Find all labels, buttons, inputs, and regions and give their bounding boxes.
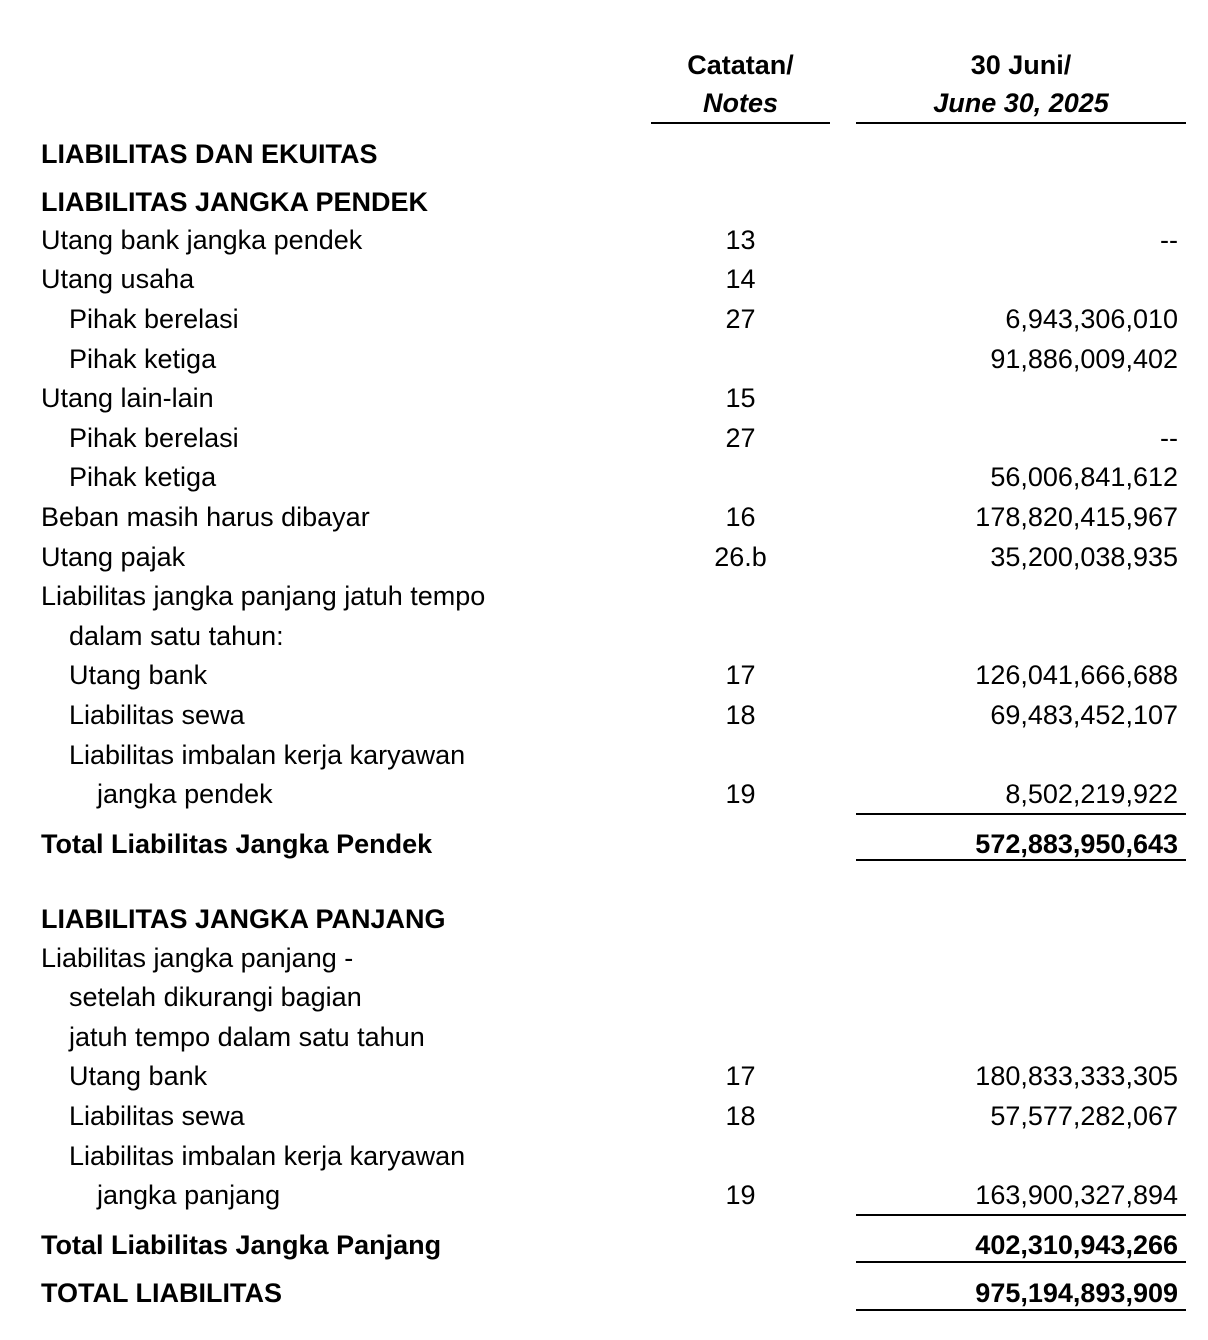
row-label: Pihak berelasi — [69, 423, 239, 453]
statement-row — [0, 418, 1208, 458]
statement-row — [0, 655, 1208, 695]
row-amount: 69,483,452,107 — [990, 700, 1178, 730]
statement-row — [0, 1136, 1208, 1176]
statement-row — [0, 497, 1208, 537]
subtotal-rule — [856, 1214, 1186, 1216]
statement-row — [0, 977, 1208, 1017]
section-heading-noncurrent-liabilities — [0, 899, 1208, 939]
row-label: Liabilitas imbalan kerja karyawan — [69, 1141, 466, 1171]
row-amount: 8,502,219,922 — [1005, 779, 1178, 809]
row-amount: 91,886,009,402 — [990, 344, 1178, 374]
row-amount: -- — [1160, 225, 1178, 255]
row-amount: 6,943,306,010 — [1005, 304, 1178, 334]
row-label: setelah dikurangi bagian — [69, 982, 362, 1012]
row-label: Utang bank jangka pendek — [41, 225, 363, 255]
date-header-en: June 30, 2025 — [933, 88, 1109, 118]
row-amount: 163,900,327,894 — [975, 1180, 1178, 1210]
notes-header-en: Notes — [702, 88, 778, 118]
row-label: Total Liabilitas Jangka Pendek — [41, 829, 433, 859]
total-liabilities-row — [0, 1273, 1208, 1313]
date-header-rule — [856, 122, 1186, 124]
statement-row — [0, 938, 1208, 978]
row-label: Beban masih harus dibayar — [41, 502, 370, 532]
statement-row — [0, 378, 1208, 418]
statement-row — [0, 695, 1208, 735]
statement-row — [0, 1175, 1208, 1215]
row-amount: 35,200,038,935 — [990, 542, 1178, 572]
statement-row — [0, 299, 1208, 339]
row-note: 19 — [725, 779, 756, 809]
statement-row — [0, 1017, 1208, 1057]
statement-row — [0, 220, 1208, 260]
statement-row — [0, 457, 1208, 497]
row-amount: 572,883,950,643 — [975, 829, 1178, 859]
notes-header-id: Catatan/ — [687, 50, 794, 80]
row-amount: 57,577,282,067 — [990, 1101, 1178, 1131]
row-note: 17 — [725, 1061, 756, 1091]
row-amount: -- — [1160, 423, 1178, 453]
notes-header-rule — [651, 122, 830, 124]
row-label: Utang usaha — [41, 264, 195, 294]
row-note: 17 — [725, 660, 756, 690]
row-label: Liabilitas jangka panjang - — [41, 943, 354, 973]
row-note: 18 — [725, 1101, 756, 1131]
row-note: 27 — [725, 304, 756, 334]
row-label: LIABILITAS JANGKA PANJANG — [41, 904, 446, 934]
total-rule — [856, 1261, 1186, 1263]
row-label: Liabilitas sewa — [69, 1101, 245, 1131]
row-amount: 975,194,893,909 — [975, 1278, 1178, 1308]
row-label: LIABILITAS JANGKA PENDEK — [41, 187, 429, 217]
section-heading-current-liabilities — [0, 182, 1208, 222]
row-label: Utang lain-lain — [41, 383, 214, 413]
row-note: 14 — [725, 264, 756, 294]
row-label: jangka pendek — [97, 779, 273, 809]
row-note: 27 — [725, 423, 756, 453]
row-label: Liabilitas sewa — [69, 700, 245, 730]
row-label: Utang bank — [69, 1061, 208, 1091]
subtotal-rule — [856, 813, 1186, 815]
row-label: LIABILITAS DAN EKUITAS — [41, 139, 378, 169]
row-amount: 56,006,841,612 — [990, 462, 1178, 492]
total-noncurrent-liabilities-row — [0, 1225, 1208, 1265]
row-label: Pihak berelasi — [69, 304, 239, 334]
row-label: Utang pajak — [41, 542, 186, 572]
row-amount: 402,310,943,266 — [975, 1230, 1178, 1260]
row-label: TOTAL LIABILITAS — [41, 1278, 282, 1308]
statement-row — [0, 576, 1208, 616]
row-note: 13 — [725, 225, 756, 255]
grand-total-rule — [856, 1309, 1186, 1311]
row-label: Pihak ketiga — [69, 462, 217, 492]
row-note: 16 — [725, 502, 756, 532]
date-header-id: 30 Juni/ — [970, 50, 1072, 80]
row-amount: 180,833,333,305 — [975, 1061, 1178, 1091]
row-label: jangka panjang — [97, 1180, 281, 1210]
row-amount: 178,820,415,967 — [975, 502, 1178, 532]
row-note: 26.b — [714, 542, 767, 572]
total-rule — [856, 859, 1186, 861]
row-label: Pihak ketiga — [69, 344, 217, 374]
statement-row — [0, 774, 1208, 814]
date-column-header — [856, 46, 1186, 122]
notes-column-header — [651, 46, 830, 122]
statement-row — [0, 1056, 1208, 1096]
row-label: Utang bank — [69, 660, 208, 690]
row-label: jatuh tempo dalam satu tahun — [69, 1022, 425, 1052]
row-label: Total Liabilitas Jangka Panjang — [41, 1230, 442, 1260]
total-current-liabilities-row — [0, 824, 1208, 864]
row-amount: 126,041,666,688 — [975, 660, 1178, 690]
row-note: 15 — [725, 383, 756, 413]
row-label: Liabilitas imbalan kerja karyawan — [69, 740, 466, 770]
statement-row — [0, 259, 1208, 299]
row-note: 19 — [725, 1180, 756, 1210]
statement-row — [0, 537, 1208, 577]
section-heading-liabilities-equity — [0, 134, 1208, 174]
statement-row — [0, 1096, 1208, 1136]
row-label: dalam satu tahun: — [69, 621, 284, 651]
statement-row — [0, 616, 1208, 656]
row-label: Liabilitas jangka panjang jatuh tempo — [41, 581, 486, 611]
statement-row — [0, 735, 1208, 775]
statement-row — [0, 339, 1208, 379]
row-note: 18 — [725, 700, 756, 730]
